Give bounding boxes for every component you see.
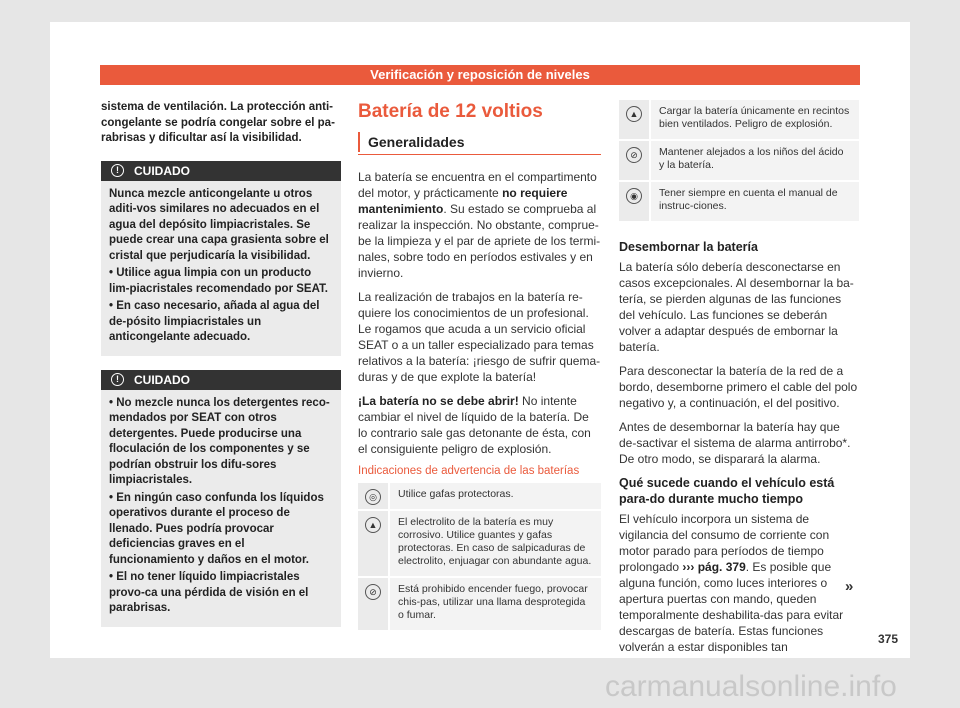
warning-text: Está prohibido encender fuego, provocar chis-pas, utilizar una llama desprotegida o fumar. <box>390 578 601 630</box>
caution-paragraph: • Utilice agua limpia con un producto lim-piacristales recomendado por SEAT. <box>109 267 328 295</box>
caution-paragraph: • En ningún caso confunda los líquidos operativos durante el proceso de llenado. Pues podría provocar deficiencias graves en el funcionamiento y daños en el motor. <box>109 491 324 566</box>
long-standstill-paragraph <box>619 511 859 655</box>
caution-box-2 <box>101 370 341 627</box>
caution-paragraph: • En caso necesario, añada al agua del de-pósito limpiacristales un anticongelante adecuado. <box>109 300 320 343</box>
disconnect-paragraph: Antes de desembornar la batería hay que de-sactivar el sistema de alarma antirrobo*. De otro modo, se disparará la alarma. <box>619 420 851 466</box>
long-standstill-heading: Qué sucede cuando el vehículo está para-do durante mucho tiempo <box>619 476 835 506</box>
corrosive-icon: ▲ <box>365 517 381 533</box>
warning-text: Mantener alejados a los niños del ácido y la batería. <box>651 141 859 180</box>
column-right <box>619 100 859 663</box>
intro-paragraph: sistema de ventilación. La protección anti-congelante se podría congelar sobre el pa-rabrisas y dificultar así la visibilidad. <box>101 101 335 144</box>
caution-label: CUIDADO <box>134 372 190 387</box>
warning-row <box>619 182 859 221</box>
caution-icon: ! <box>111 373 124 386</box>
paragraph-professional: La realización de trabajos en la batería re-quiere los conocimientos de un profesional. Le rogamos que acuda a un servicio oficial SEAT o a un taller especializado para temas relativos a la batería: ¡riesgo de sufrir quema-duras y de que explote la batería! <box>358 290 601 384</box>
text-run: . Su estado se comprueba al realizar la inspección. No obstante, comprue-be la limpieza y el par de apriete de los termi-nales, sobre todo en períodos estivales y en invierno. <box>358 202 601 280</box>
subsection-rule <box>358 154 601 155</box>
caution-header-2 <box>101 370 341 390</box>
disconnect-paragraph: La batería sólo debería desconectarse en casos excepcionales. Al desembornar la ba-tería, se pierden algunas de las funciones del vehículo. Las funciones se deberán volver a adaptar después de embornar la batería. <box>619 260 854 354</box>
page-number: 375 <box>878 632 899 646</box>
caution-icon: ! <box>111 164 124 177</box>
caution-body-2 <box>101 390 341 627</box>
section-title: Batería de 12 voltios <box>358 101 543 122</box>
watermark: carmanualsonline.info <box>605 670 897 703</box>
manual-icon: ◉ <box>626 188 642 204</box>
paragraph-location <box>358 169 601 281</box>
explosion-icon: ▲ <box>626 106 642 122</box>
column-middle <box>358 100 601 630</box>
column-left <box>101 100 341 627</box>
warning-text: Tener siempre en cuenta el manual de instruc-ciones. <box>651 182 859 221</box>
caution-paragraph: • El no tener líquido limpiacristales provo-ca una pérdida de visión en el parabrisas. <box>109 571 309 614</box>
text-run-bold: ¡La batería no se debe abrir! <box>358 394 519 408</box>
text-run: El vehículo incorpora un sistema de vigilancia del consumo de corriente con motor parado para períodos de tiempo prolongado <box>619 512 830 574</box>
warnings-table <box>358 483 601 630</box>
warning-text: El electrolito de la batería es muy corrosivo. Utilice guantes y gafas protectoras. En caso de salpicaduras de electrolito, enjuagar con abundante agua. <box>390 511 601 576</box>
warning-row <box>619 141 859 180</box>
caution-body-1 <box>101 181 341 356</box>
subsection-title: Generalidades <box>358 132 601 152</box>
warning-row <box>358 511 601 576</box>
caution-paragraph: • No mezcle nunca los detergentes reco-mendados por SEAT con otros detergentes. Puede producirse una floculación de los componentes y se podrían obstruir los difu-sores limpiacristales. <box>109 396 330 486</box>
warnings-table-continued <box>619 100 859 221</box>
disconnect-paragraph: Para desconectar la batería de la red de a bordo, desemborne primero el cable del polo negativo y, a continuación, el del positivo. <box>619 364 858 410</box>
section-header: Verificación y reposición de niveles <box>100 65 860 85</box>
continue-arrow-icon: » <box>845 578 854 595</box>
text-run: La batería se encuentra en el compartimento del motor, y prácticamente <box>358 170 597 200</box>
warning-row <box>619 100 859 139</box>
caution-header-1 <box>101 161 341 181</box>
page-reference-link[interactable]: ››› pág. 379 <box>682 560 746 574</box>
no-children-icon: ⊘ <box>626 147 642 163</box>
text-run: No intente cambiar el nivel de líquido de la batería. De lo contrario sale gas detonante de ésta, con el consiguiente peligro de explosión. <box>358 394 591 456</box>
warning-text: Cargar la batería únicamente en recintos bien ventilados. Peligro de explosión. <box>651 100 859 139</box>
warnings-heading: Indicaciones de advertencia de las baterías <box>358 465 580 477</box>
paragraph-do-not-open <box>358 393 601 457</box>
no-fire-icon: ⊘ <box>365 584 381 600</box>
disconnect-heading: Desembornar la batería <box>619 240 758 254</box>
caution-box-1 <box>101 161 341 356</box>
caution-label: CUIDADO <box>134 163 190 178</box>
goggles-icon: ◎ <box>365 489 381 505</box>
caution-paragraph: Nunca mezcle anticongelante u otros aditi-vos similares no adecuados en el agua del depósito limpiacristales. Se puede crear una capa grasienta sobre el cristal que perjudicaría la visibilidad. <box>109 187 329 262</box>
text-run-bold: no requiere mantenimiento <box>358 186 568 216</box>
warning-text: Utilice gafas protectoras. <box>390 483 601 509</box>
warning-row <box>358 483 601 509</box>
warning-row <box>358 578 601 630</box>
text-run: . Es posible que alguna función, como luces interiores o apertura puertas con mando, queden temporalmente deshabilita-das para evitar descargas de batería. Estas funciones volverán a estar disponibles tan <box>619 560 844 654</box>
